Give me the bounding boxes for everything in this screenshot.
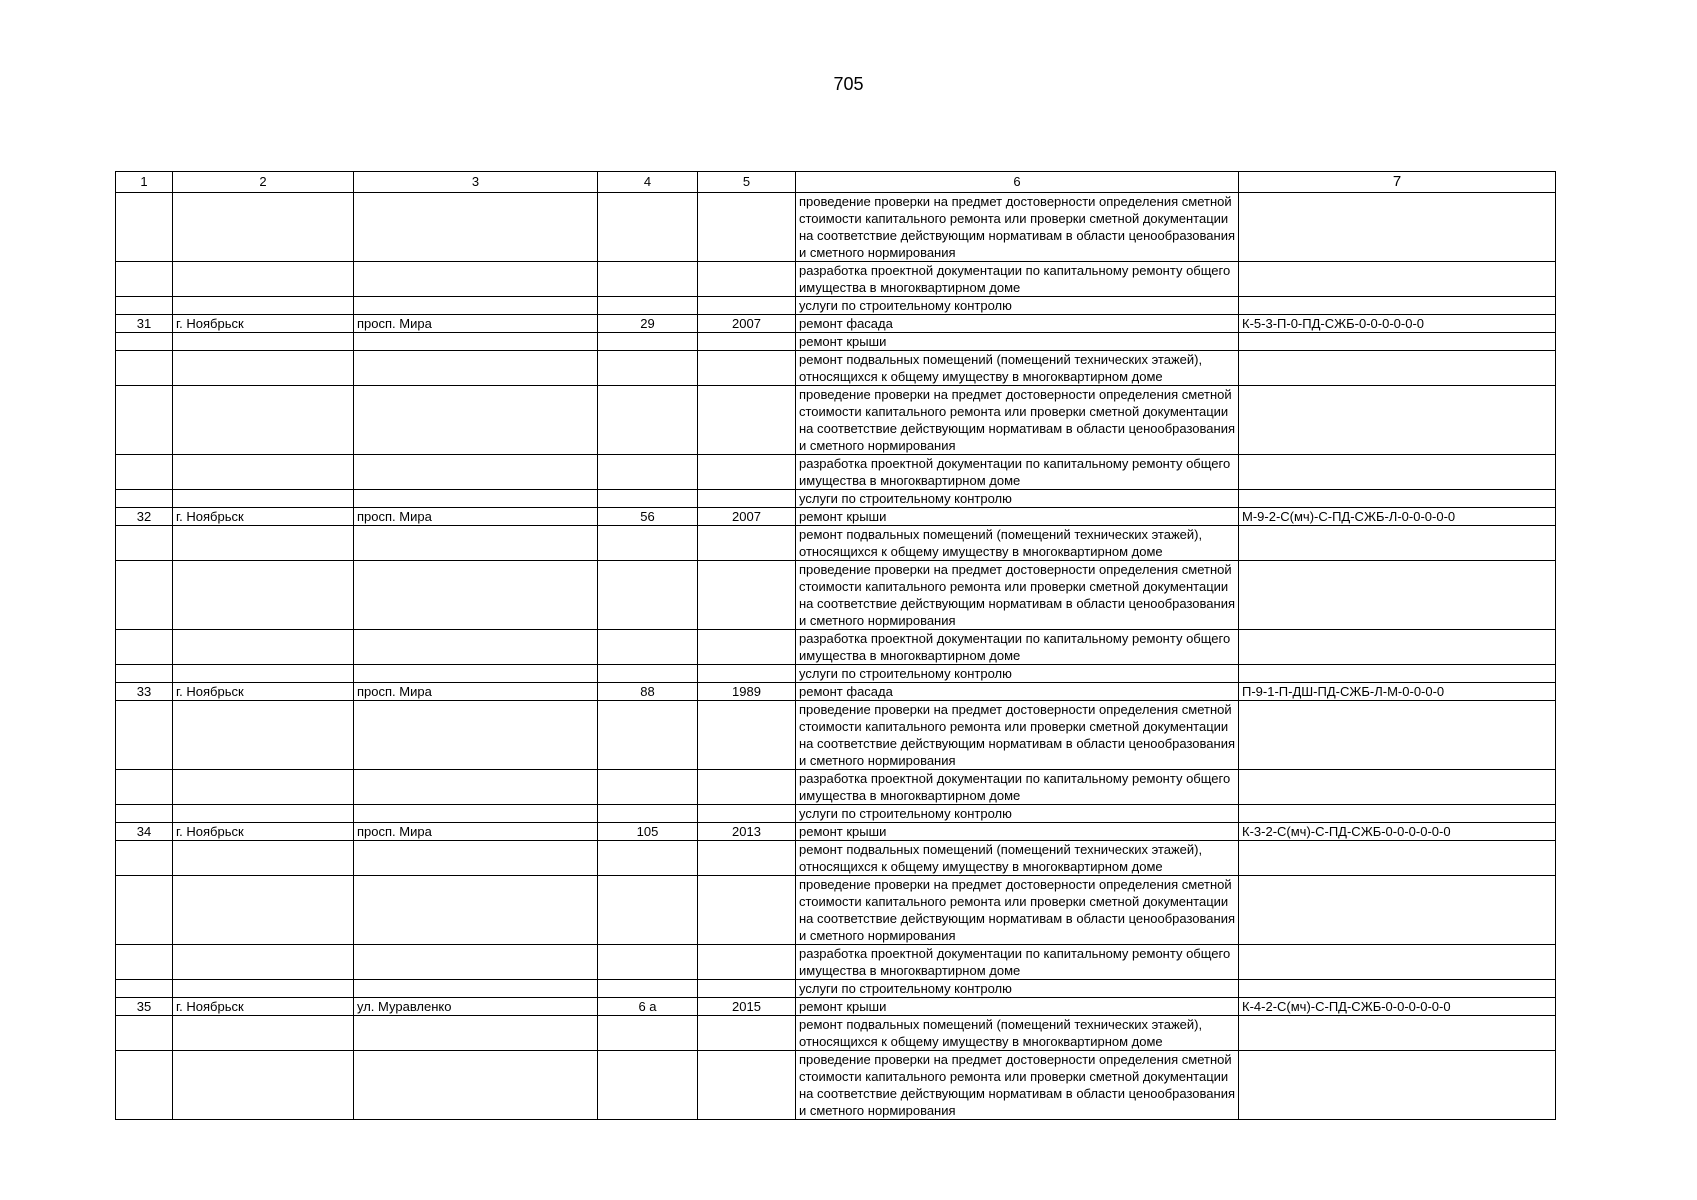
table-row [116, 1051, 1556, 1120]
year-cell: 2013 [698, 823, 796, 841]
house-number-cell [598, 526, 698, 561]
city-cell [173, 455, 354, 490]
city-cell: г. Ноябрьск [173, 823, 354, 841]
work-type-cell: услуги по строительному контролю [796, 665, 1239, 683]
table-body [116, 193, 1556, 1120]
house-number-cell [598, 386, 698, 455]
row-number [116, 1051, 173, 1120]
building-code-cell: М-9-2-С(мч)-С-ПД-СЖБ-Л-0-0-0-0-0 [1239, 508, 1556, 526]
table-row [116, 455, 1556, 490]
house-number-cell: 29 [598, 315, 698, 333]
work-type-cell: разработка проектной документации по капитальному ремонту общего имущества в многоквартирном доме [796, 262, 1239, 297]
year-cell [698, 490, 796, 508]
header-col-2: 2 [173, 172, 354, 193]
table-row [116, 630, 1556, 665]
street-cell: просп. Мира [354, 508, 598, 526]
house-number-cell: 6 а [598, 998, 698, 1016]
city-cell [173, 805, 354, 823]
work-type-cell: услуги по строительному контролю [796, 805, 1239, 823]
row-number [116, 526, 173, 561]
year-cell [698, 526, 796, 561]
work-type-cell: ремонт подвальных помещений (помещений технических этажей), относящихся к общему имуществу в многоквартирном доме [796, 526, 1239, 561]
city-cell [173, 945, 354, 980]
year-cell [698, 980, 796, 998]
work-type-cell: ремонт подвальных помещений (помещений технических этажей), относящихся к общему имуществу в многоквартирном доме [796, 1016, 1239, 1051]
work-type-cell: ремонт крыши [796, 333, 1239, 351]
row-number [116, 876, 173, 945]
row-number: 32 [116, 508, 173, 526]
street-cell: просп. Мира [354, 823, 598, 841]
year-cell [698, 630, 796, 665]
work-type-cell: ремонт фасада [796, 683, 1239, 701]
row-number [116, 333, 173, 351]
work-type-cell: услуги по строительному контролю [796, 980, 1239, 998]
year-cell [698, 455, 796, 490]
building-code-cell [1239, 333, 1556, 351]
building-code-cell [1239, 193, 1556, 262]
house-number-cell [598, 630, 698, 665]
work-type-cell: ремонт крыши [796, 998, 1239, 1016]
building-code-cell [1239, 1051, 1556, 1120]
house-number-cell: 56 [598, 508, 698, 526]
work-type-cell: разработка проектной документации по капитальному ремонту общего имущества в многоквартирном доме [796, 630, 1239, 665]
street-cell: просп. Мира [354, 683, 598, 701]
work-type-cell: проведение проверки на предмет достоверности определения сметной стоимости капитального ремонта или проверки сметной документации на соответствие действующим нормативам в области ценообразования и сметного нормирования [796, 701, 1239, 770]
building-code-cell [1239, 876, 1556, 945]
building-code-cell [1239, 490, 1556, 508]
city-cell: г. Ноябрьск [173, 998, 354, 1016]
street-cell [354, 630, 598, 665]
work-type-cell: проведение проверки на предмет достоверности определения сметной стоимости капитального ремонта или проверки сметной документации на соответствие действующим нормативам в области ценообразования и сметного нормирования [796, 876, 1239, 945]
row-number [116, 841, 173, 876]
city-cell [173, 1051, 354, 1120]
year-cell [698, 561, 796, 630]
year-cell [698, 193, 796, 262]
street-cell [354, 805, 598, 823]
house-number-cell: 105 [598, 823, 698, 841]
work-type-cell: ремонт подвальных помещений (помещений технических этажей), относящихся к общему имуществу в многоквартирном доме [796, 351, 1239, 386]
street-cell [354, 455, 598, 490]
building-code-cell [1239, 805, 1556, 823]
city-cell [173, 193, 354, 262]
year-cell [698, 701, 796, 770]
header-col-5: 5 [698, 172, 796, 193]
table-row [116, 770, 1556, 805]
row-number [116, 945, 173, 980]
table-row [116, 823, 1556, 841]
house-number-cell [598, 193, 698, 262]
city-cell [173, 386, 354, 455]
table-row [116, 333, 1556, 351]
city-cell [173, 561, 354, 630]
page-number: 705 [833, 74, 864, 94]
house-number-cell [598, 262, 698, 297]
city-cell: г. Ноябрьск [173, 315, 354, 333]
table-row [116, 876, 1556, 945]
street-cell [354, 945, 598, 980]
year-cell [698, 1051, 796, 1120]
city-cell [173, 297, 354, 315]
building-code-cell [1239, 980, 1556, 998]
street-cell [354, 297, 598, 315]
city-cell: г. Ноябрьск [173, 683, 354, 701]
table-row [116, 805, 1556, 823]
row-number [116, 455, 173, 490]
city-cell [173, 490, 354, 508]
year-cell: 2015 [698, 998, 796, 1016]
header-row [116, 172, 1556, 193]
work-type-cell: разработка проектной документации по капитальному ремонту общего имущества в многоквартирном доме [796, 945, 1239, 980]
year-cell [698, 841, 796, 876]
street-cell [354, 701, 598, 770]
year-cell [698, 1016, 796, 1051]
year-cell [698, 945, 796, 980]
row-number [116, 980, 173, 998]
building-code-cell [1239, 841, 1556, 876]
row-number [116, 262, 173, 297]
building-code-cell: К-4-2-С(мч)-С-ПД-СЖБ-0-0-0-0-0-0 [1239, 998, 1556, 1016]
street-cell [354, 333, 598, 351]
table-row [116, 1016, 1556, 1051]
table-row [116, 315, 1556, 333]
house-number-cell [598, 490, 698, 508]
house-number-cell [598, 351, 698, 386]
header-col-6: 6 [796, 172, 1239, 193]
year-cell [698, 297, 796, 315]
row-number [116, 386, 173, 455]
row-number [116, 805, 173, 823]
street-cell [354, 876, 598, 945]
row-number: 35 [116, 998, 173, 1016]
work-type-cell: услуги по строительному контролю [796, 297, 1239, 315]
building-code-cell [1239, 630, 1556, 665]
street-cell [354, 1016, 598, 1051]
year-cell [698, 262, 796, 297]
row-number: 34 [116, 823, 173, 841]
building-code-cell [1239, 455, 1556, 490]
house-number-cell [598, 701, 698, 770]
header-col-7: 7 [1239, 172, 1556, 193]
table-row [116, 945, 1556, 980]
street-cell [354, 490, 598, 508]
row-number [116, 490, 173, 508]
header-col-4: 4 [598, 172, 698, 193]
work-type-cell: ремонт фасада [796, 315, 1239, 333]
table-row [116, 508, 1556, 526]
row-number [116, 630, 173, 665]
table-row [116, 193, 1556, 262]
street-cell [354, 1051, 598, 1120]
row-number [116, 701, 173, 770]
year-cell [698, 770, 796, 805]
table-row [116, 841, 1556, 876]
building-code-cell [1239, 297, 1556, 315]
year-cell [698, 333, 796, 351]
work-type-cell: разработка проектной документации по капитальному ремонту общего имущества в многоквартирном доме [796, 770, 1239, 805]
street-cell [354, 262, 598, 297]
table-row [116, 561, 1556, 630]
building-code-cell [1239, 1016, 1556, 1051]
city-cell: г. Ноябрьск [173, 508, 354, 526]
street-cell [354, 193, 598, 262]
house-number-cell [598, 876, 698, 945]
row-number [116, 665, 173, 683]
building-code-cell [1239, 262, 1556, 297]
work-type-cell: проведение проверки на предмет достоверности определения сметной стоимости капитального ремонта или проверки сметной документации на соответствие действующим нормативам в области ценообразования и сметного нормирования [796, 386, 1239, 455]
city-cell [173, 770, 354, 805]
city-cell [173, 980, 354, 998]
street-cell [354, 841, 598, 876]
work-type-cell: ремонт крыши [796, 823, 1239, 841]
year-cell: 1989 [698, 683, 796, 701]
row-number [116, 351, 173, 386]
table-row [116, 665, 1556, 683]
city-cell [173, 876, 354, 945]
building-code-cell [1239, 945, 1556, 980]
city-cell [173, 526, 354, 561]
house-number-cell [598, 561, 698, 630]
header-col-3: 3 [354, 172, 598, 193]
building-code-cell [1239, 770, 1556, 805]
house-number-cell [598, 841, 698, 876]
year-cell [698, 805, 796, 823]
work-type-cell: разработка проектной документации по капитальному ремонту общего имущества в многоквартирном доме [796, 455, 1239, 490]
building-code-cell: К-3-2-С(мч)-С-ПД-СЖБ-0-0-0-0-0-0 [1239, 823, 1556, 841]
city-cell [173, 262, 354, 297]
street-cell [354, 770, 598, 805]
table-row [116, 297, 1556, 315]
table-row [116, 998, 1556, 1016]
year-cell [698, 386, 796, 455]
work-type-cell: услуги по строительному контролю [796, 490, 1239, 508]
street-cell [354, 665, 598, 683]
row-number [116, 297, 173, 315]
work-type-cell: ремонт крыши [796, 508, 1239, 526]
year-cell: 2007 [698, 508, 796, 526]
year-cell [698, 876, 796, 945]
house-number-cell [598, 333, 698, 351]
city-cell [173, 630, 354, 665]
street-cell [354, 386, 598, 455]
year-cell: 2007 [698, 315, 796, 333]
house-number-cell [598, 770, 698, 805]
table-row [116, 386, 1556, 455]
house-number-cell: 88 [598, 683, 698, 701]
row-number [116, 1016, 173, 1051]
street-cell [354, 561, 598, 630]
row-number [116, 193, 173, 262]
work-type-cell: ремонт подвальных помещений (помещений технических этажей), относящихся к общему имуществу в многоквартирном доме [796, 841, 1239, 876]
year-cell [698, 351, 796, 386]
building-code-cell [1239, 351, 1556, 386]
house-number-cell [598, 297, 698, 315]
table-row [116, 262, 1556, 297]
work-type-cell: проведение проверки на предмет достоверности определения сметной стоимости капитального ремонта или проверки сметной документации на соответствие действующим нормативам в области ценообразования и сметного нормирования [796, 1051, 1239, 1120]
building-code-cell [1239, 386, 1556, 455]
city-cell [173, 841, 354, 876]
city-cell [173, 665, 354, 683]
house-number-cell [598, 455, 698, 490]
work-type-cell: проведение проверки на предмет достоверности определения сметной стоимости капитального ремонта или проверки сметной документации на соответствие действующим нормативам в области ценообразования и сметного нормирования [796, 193, 1239, 262]
building-code-cell: П-9-1-П-ДШ-ПД-СЖБ-Л-М-0-0-0-0 [1239, 683, 1556, 701]
house-number-cell [598, 665, 698, 683]
street-cell [354, 526, 598, 561]
city-cell [173, 333, 354, 351]
street-cell: просп. Мира [354, 315, 598, 333]
street-cell [354, 351, 598, 386]
city-cell [173, 701, 354, 770]
row-number [116, 561, 173, 630]
work-type-cell: проведение проверки на предмет достоверности определения сметной стоимости капитального ремонта или проверки сметной документации на соответствие действующим нормативам в области ценообразования и сметного нормирования [796, 561, 1239, 630]
table-row [116, 351, 1556, 386]
building-code-cell [1239, 526, 1556, 561]
row-number: 33 [116, 683, 173, 701]
row-number: 31 [116, 315, 173, 333]
house-number-cell [598, 1016, 698, 1051]
work-plan-table [115, 171, 1556, 1120]
city-cell [173, 351, 354, 386]
house-number-cell [598, 1051, 698, 1120]
table-row [116, 683, 1556, 701]
year-cell [698, 665, 796, 683]
house-number-cell [598, 945, 698, 980]
city-cell [173, 1016, 354, 1051]
street-cell [354, 980, 598, 998]
building-code-cell [1239, 665, 1556, 683]
house-number-cell [598, 805, 698, 823]
building-code-cell: К-5-3-П-0-ПД-СЖБ-0-0-0-0-0-0 [1239, 315, 1556, 333]
table-row [116, 701, 1556, 770]
table-row [116, 980, 1556, 998]
row-number [116, 770, 173, 805]
building-code-cell [1239, 701, 1556, 770]
header-col-1: 1 [116, 172, 173, 193]
house-number-cell [598, 980, 698, 998]
building-code-cell [1239, 561, 1556, 630]
street-cell: ул. Муравленко [354, 998, 598, 1016]
table-row [116, 526, 1556, 561]
table-row [116, 490, 1556, 508]
